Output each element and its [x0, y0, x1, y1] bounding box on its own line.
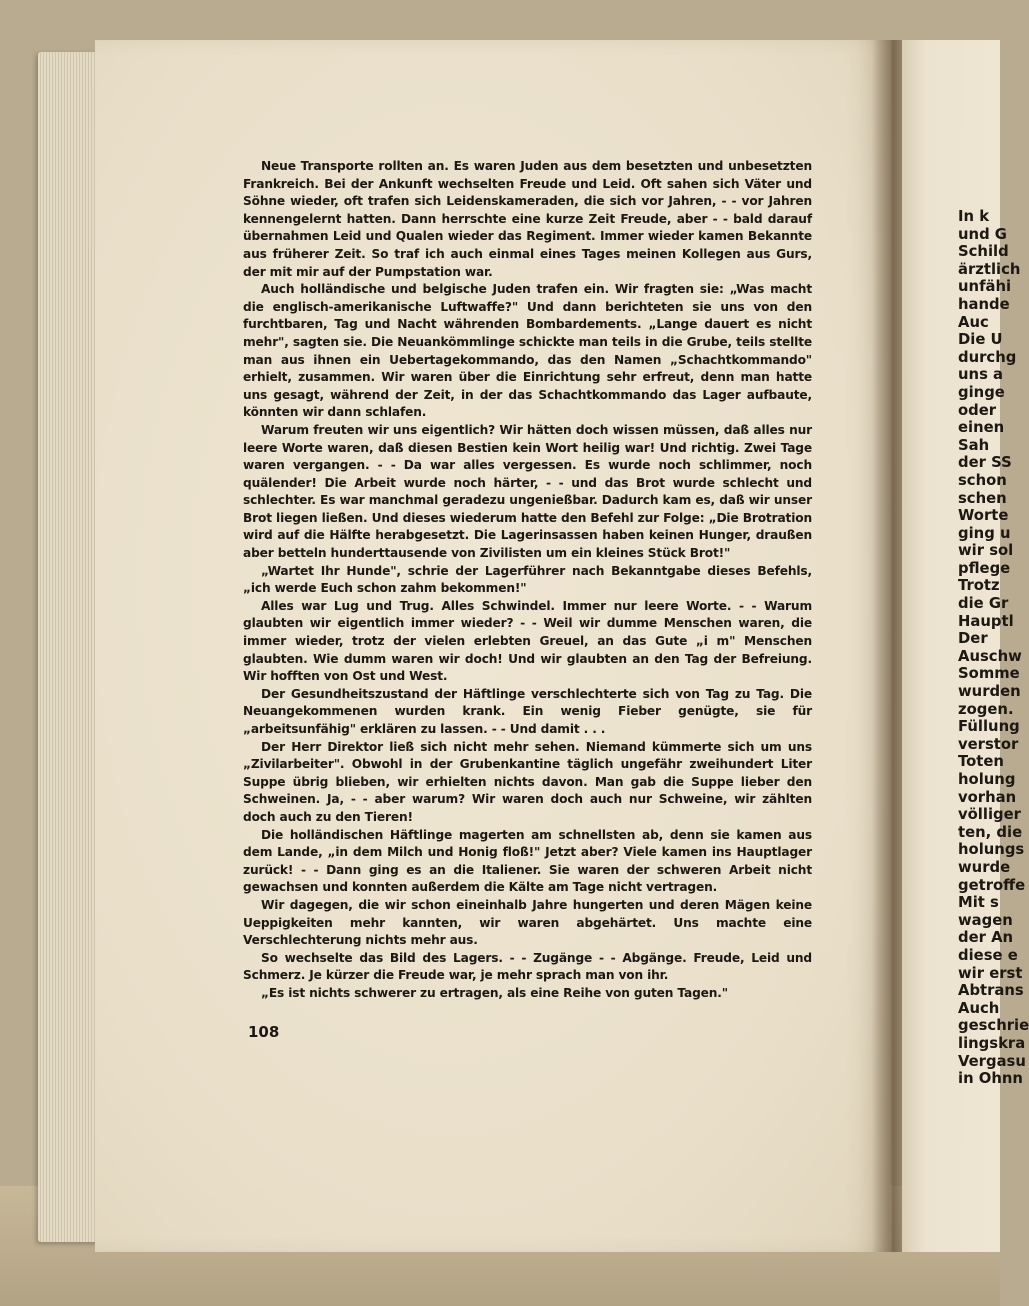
right-page-line: wir sol	[958, 542, 1014, 560]
right-page-line: verstor	[958, 735, 1019, 753]
right-page-line: lingskra	[958, 1034, 1026, 1052]
right-page-line: Vergasu	[958, 1052, 1026, 1070]
right-page-line: ging u	[958, 524, 1011, 542]
paragraph: Der Herr Direktor ließ sich nicht mehr sehen. Niemand kümmerte sich um uns „Zivilarbeiter". Obwohl in der Grubenkantine täglich ungefähr zweihundert Liter Suppe übrig blieben, wir erhielten nichts davon. Man gab die Suppe lieber den Schweinen. Ja, - - aber warum? Wir waren doch auch nur Schweine, wir zählten doch auch zu den Tieren!	[243, 739, 812, 824]
right-page-line: der An	[958, 929, 1014, 947]
right-page-line: Somme	[958, 665, 1020, 683]
right-page-line: Worte	[958, 507, 1009, 525]
paragraph: Die holländischen Häftlinge magerten am schnellsten ab, denn sie kamen aus dem Lande, „in dem Milch und Honig floß!" Jetzt aber? Viele kamen ins Hauptlager zurück! - - Dann ging es an die Italiener. Sie waren der schweren Arbeit nicht gewachsen und konnten außerdem die Kälte am Tage nicht vertragen.	[243, 827, 812, 895]
right-page-line: Auc	[958, 313, 989, 331]
right-page-line: Abtrans	[958, 982, 1024, 1000]
paragraph: Alles war Lug und Trug. Alles Schwindel. Immer nur leere Worte. - - Warum glaubten wir eigentlich immer wieder? - - Weil wir dumme Menschen waren, die immer wieder, trotz der vielen erlebten Greuel, an das Gute „i m" Menschen glaubten. Wie dumm waren wir doch! Und wir glaubten an den Tag der Befreiung. Wir hofften von Ost und West.	[243, 598, 812, 684]
paragraph: Auch holländische und belgische Juden trafen ein. Wir fragten sie: „Was macht die englisch-amerikanische Luftwaffe?" Und dann berichteten sie uns von den furchtbaren, Tag und Nacht währenden Bombardements. „Lange dauert es nicht mehr", sagten sie. Die Neuankömmlinge schickte man teils in die Grube, teils stellte man aus ihnen ein Uebertagekommando, das den Namen „Schachtkommando" erhielt, zusammen. Wir waren über die Einrichtung sehr erfreut, denn man hatte uns gesagt, während der Zeit, in der das Schachtkommando das Lager aufbaute, könnten wir dann schlafen.	[243, 282, 812, 420]
right-page-line: getroffe	[958, 876, 1026, 894]
paragraph: Der Gesundheitszustand der Häftlinge verschlechterte sich von Tag zu Tag. Die Neuangekommenen wurden krank. Ein wenig Fieber genügte, sie für „arbeitsunfähig" erklären zu lassen. - - Und damit . . .	[243, 686, 812, 736]
paragraph: Warum freuten wir uns eigentlich? Wir hätten doch wissen müssen, daß alles nur leere Worte waren, daß diesen Bestien kein Wort heilig war! Und richtig. Zwei Tage waren vergangen. - - Da war alles vergessen. Es wurde noch schlimmer, noch quälender! Die Arbeit wurde noch härter, - - und das Brot wurde schlecht und schlechter. Es war manchmal geradezu ungenießbar. Dadurch kam es, daß wir unser Brot liegen ließen. Und dieses wiederum hatte den Befehl zur Folge: „Die Brotration wird auf die Hälfte herabgesetzt. Die Lagerinsassen haben keinen Hunger, draußen aber betteln hunderttausende von Zivilisten um ein kleines Stück Brot!"	[243, 422, 812, 561]
right-page-line: wir erst	[958, 964, 1023, 982]
right-page-line: geschrie	[958, 1017, 1029, 1035]
right-page-line: schen	[958, 489, 1007, 507]
right-page-line: Mit s	[958, 894, 999, 912]
right-page-line: einen	[958, 419, 1005, 437]
right-page-line: diese e	[958, 946, 1018, 964]
right-page-line: schon	[958, 471, 1007, 489]
right-page-line: Toten	[958, 753, 1004, 771]
right-page-line: völliger	[958, 806, 1021, 824]
right-page-line: in Ohnn	[958, 1070, 1023, 1088]
right-page-line: holungs	[958, 841, 1025, 859]
right-page-line: holung	[958, 771, 1016, 788]
paragraph: „Wartet Ihr Hunde", schrie der Lagerführer nach Bekanntgabe dieses Befehls, „ich werde Euch schon zahm bekommen!"	[243, 563, 812, 596]
right-page-line: Auch	[958, 999, 1000, 1017]
right-page-line: pflege	[958, 559, 1011, 577]
right-page-line: Füllung	[958, 718, 1020, 736]
right-page-line: Die U	[958, 331, 1003, 349]
page-number: 108	[248, 1023, 280, 1041]
right-page-line: Schild	[958, 243, 1009, 261]
paragraph: So wechselte das Bild des Lagers. - - Zugänge - - Abgänge. Freude, Leid und Schmerz. Je kürzer die Freude war, je mehr sprach man von ihr.	[243, 950, 812, 983]
paragraph: Neue Transporte rollten an. Es waren Juden aus dem besetzten und unbesetzten Frankreich. Bei der Ankunft wechselten Freude und Leid. Oft sahen sich Väter und Söhne wieder, oft trafen sich Leidenskameraden, die sich vor Jahren, - - vor Jahren kennengelernt hatten. Dann herrschte eine kurze Zeit Freude, aber - - bald darauf übernahmen Leid und Qualen wieder das Regiment. Immer wieder kamen Bekannte aus früherer Zeit. So traf ich auch einmal eines Tages meinen Kollegen aus Gurs, der mit mir auf der Pumpstation war.	[243, 159, 812, 279]
right-page-line: uns a	[958, 366, 1004, 384]
right-page-line: ginge	[958, 383, 1005, 401]
right-page-line: wurden	[958, 683, 1021, 701]
right-page-line: Trotz	[958, 577, 1000, 595]
paragraph: „Es ist nichts schwerer zu ertragen, als eine Reihe von guten Tagen."	[261, 985, 728, 1000]
paragraph: Wir dagegen, die wir schon eineinhalb Jahre hungerten und deren Mägen keine Ueppigkeiten mehr kannten, wir waren abgehärtet. Uns machte eine Verschlechterung nichts mehr aus.	[243, 897, 812, 948]
right-page-line: der SS	[958, 454, 1012, 472]
right-page-line: wurde	[958, 858, 1011, 876]
right-page-line: vorhan	[958, 788, 1017, 806]
right-page-line: und G	[958, 225, 1007, 243]
right-page-line: Sah	[958, 436, 990, 454]
right-page-line: Auschw	[958, 647, 1022, 665]
right-page-line: hande	[958, 295, 1010, 313]
right-page-line: unfähi	[958, 278, 1012, 296]
right-page-line: In k	[958, 208, 990, 225]
right-page-line: Der	[958, 630, 988, 648]
right-page-line: zogen.	[958, 700, 1014, 718]
left-page-text	[243, 158, 812, 1003]
right-page-line: die Gr	[958, 595, 1009, 613]
right-page-line: oder	[958, 401, 997, 419]
right-page-text	[958, 208, 1029, 1088]
right-page-line: durchg	[958, 348, 1017, 366]
right-page-line: wagen	[958, 911, 1013, 929]
right-page-line: Hauptl	[958, 612, 1014, 630]
right-page-line: ärztlich	[958, 260, 1021, 278]
right-page-line: ten, die	[958, 823, 1023, 841]
